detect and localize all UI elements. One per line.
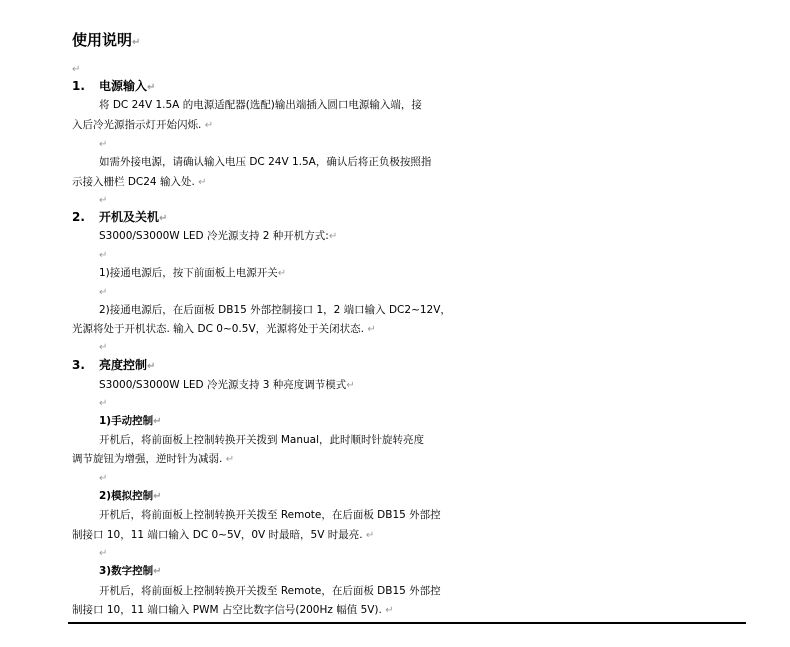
- section-1-text: 入后冷光源指示灯开始闪烁. ↵: [72, 119, 214, 131]
- section-2-item: 光源将处于开机状态. 输入 DC 0~0.5V，光源将处于关闭状态. ↵: [72, 323, 376, 335]
- section-3-heading: 3. 亮度控制↵: [72, 358, 156, 372]
- document-title: 使用说明↵: [72, 31, 141, 49]
- empty-paragraph: ↵: [99, 473, 108, 484]
- section-1-text: 将 DC 24V 1.5A 的电源适配器(选配)输出端插入圆口电源输入端，接: [99, 99, 422, 111]
- analog-control-text: 开机后，将前面板上控制转换开关拨至 Remote，在后面板 DB15 外部控: [99, 509, 441, 521]
- empty-paragraph: ↵: [99, 548, 108, 559]
- manual-control-text: 开机后，将前面板上控制转换开关拨到 Manual，此时顺时针旋转亮度: [99, 434, 424, 446]
- analog-control-heading: 2)模拟控制↵: [99, 490, 162, 502]
- section-2-text: S3000/S3000W LED 冷光源支持 2 种开机方式:↵: [99, 230, 338, 242]
- digital-control-text: 开机后，将前面板上控制转换开关拨至 Remote，在后面板 DB15 外部控: [99, 585, 441, 597]
- paragraph-mark: ↵: [132, 37, 141, 48]
- section-1-text: 示接入栅栏 DC24 输入处. ↵: [72, 176, 207, 188]
- section-3-text: S3000/S3000W LED 冷光源支持 3 种亮度调节模式↵: [99, 379, 355, 391]
- section-1-heading: 1. 电源输入↵: [72, 79, 156, 93]
- manual-control-heading: 1)手动控制↵: [99, 415, 162, 427]
- empty-paragraph: ↵: [99, 342, 108, 353]
- section-1-text: 如需外接电源，请确认输入电压 DC 24V 1.5A，确认后将正负极按照指: [99, 156, 432, 168]
- bottom-rule: [68, 622, 746, 624]
- empty-paragraph: ↵: [99, 250, 108, 261]
- digital-control-heading: 3)数字控制↵: [99, 565, 162, 577]
- analog-control-text: 制接口 10，11 端口输入 DC 0~5V，0V 时最暗，5V 时最亮. ↵: [72, 529, 375, 541]
- manual-control-text: 调节旋钮为增强，逆时针为减弱. ↵: [72, 453, 235, 465]
- empty-paragraph: ↵: [99, 139, 108, 150]
- empty-paragraph: ↵: [99, 287, 108, 298]
- empty-paragraph: ↵: [99, 195, 108, 206]
- digital-control-text: 制接口 10，11 端口输入 PWM 占空比数字信号(200Hz 幅值 5V). ↵: [72, 604, 394, 616]
- section-2-item: 2)接通电源后，在后面板 DB15 外部控制接口 1，2 端口输入 DC2~12V，: [99, 304, 451, 316]
- section-2-heading: 2. 开机及关机↵: [72, 210, 168, 224]
- section-2-item: 1)接通电源后，按下前面板上电源开关↵: [99, 267, 287, 279]
- empty-paragraph: ↵: [99, 398, 108, 409]
- empty-paragraph: ↵: [72, 64, 81, 75]
